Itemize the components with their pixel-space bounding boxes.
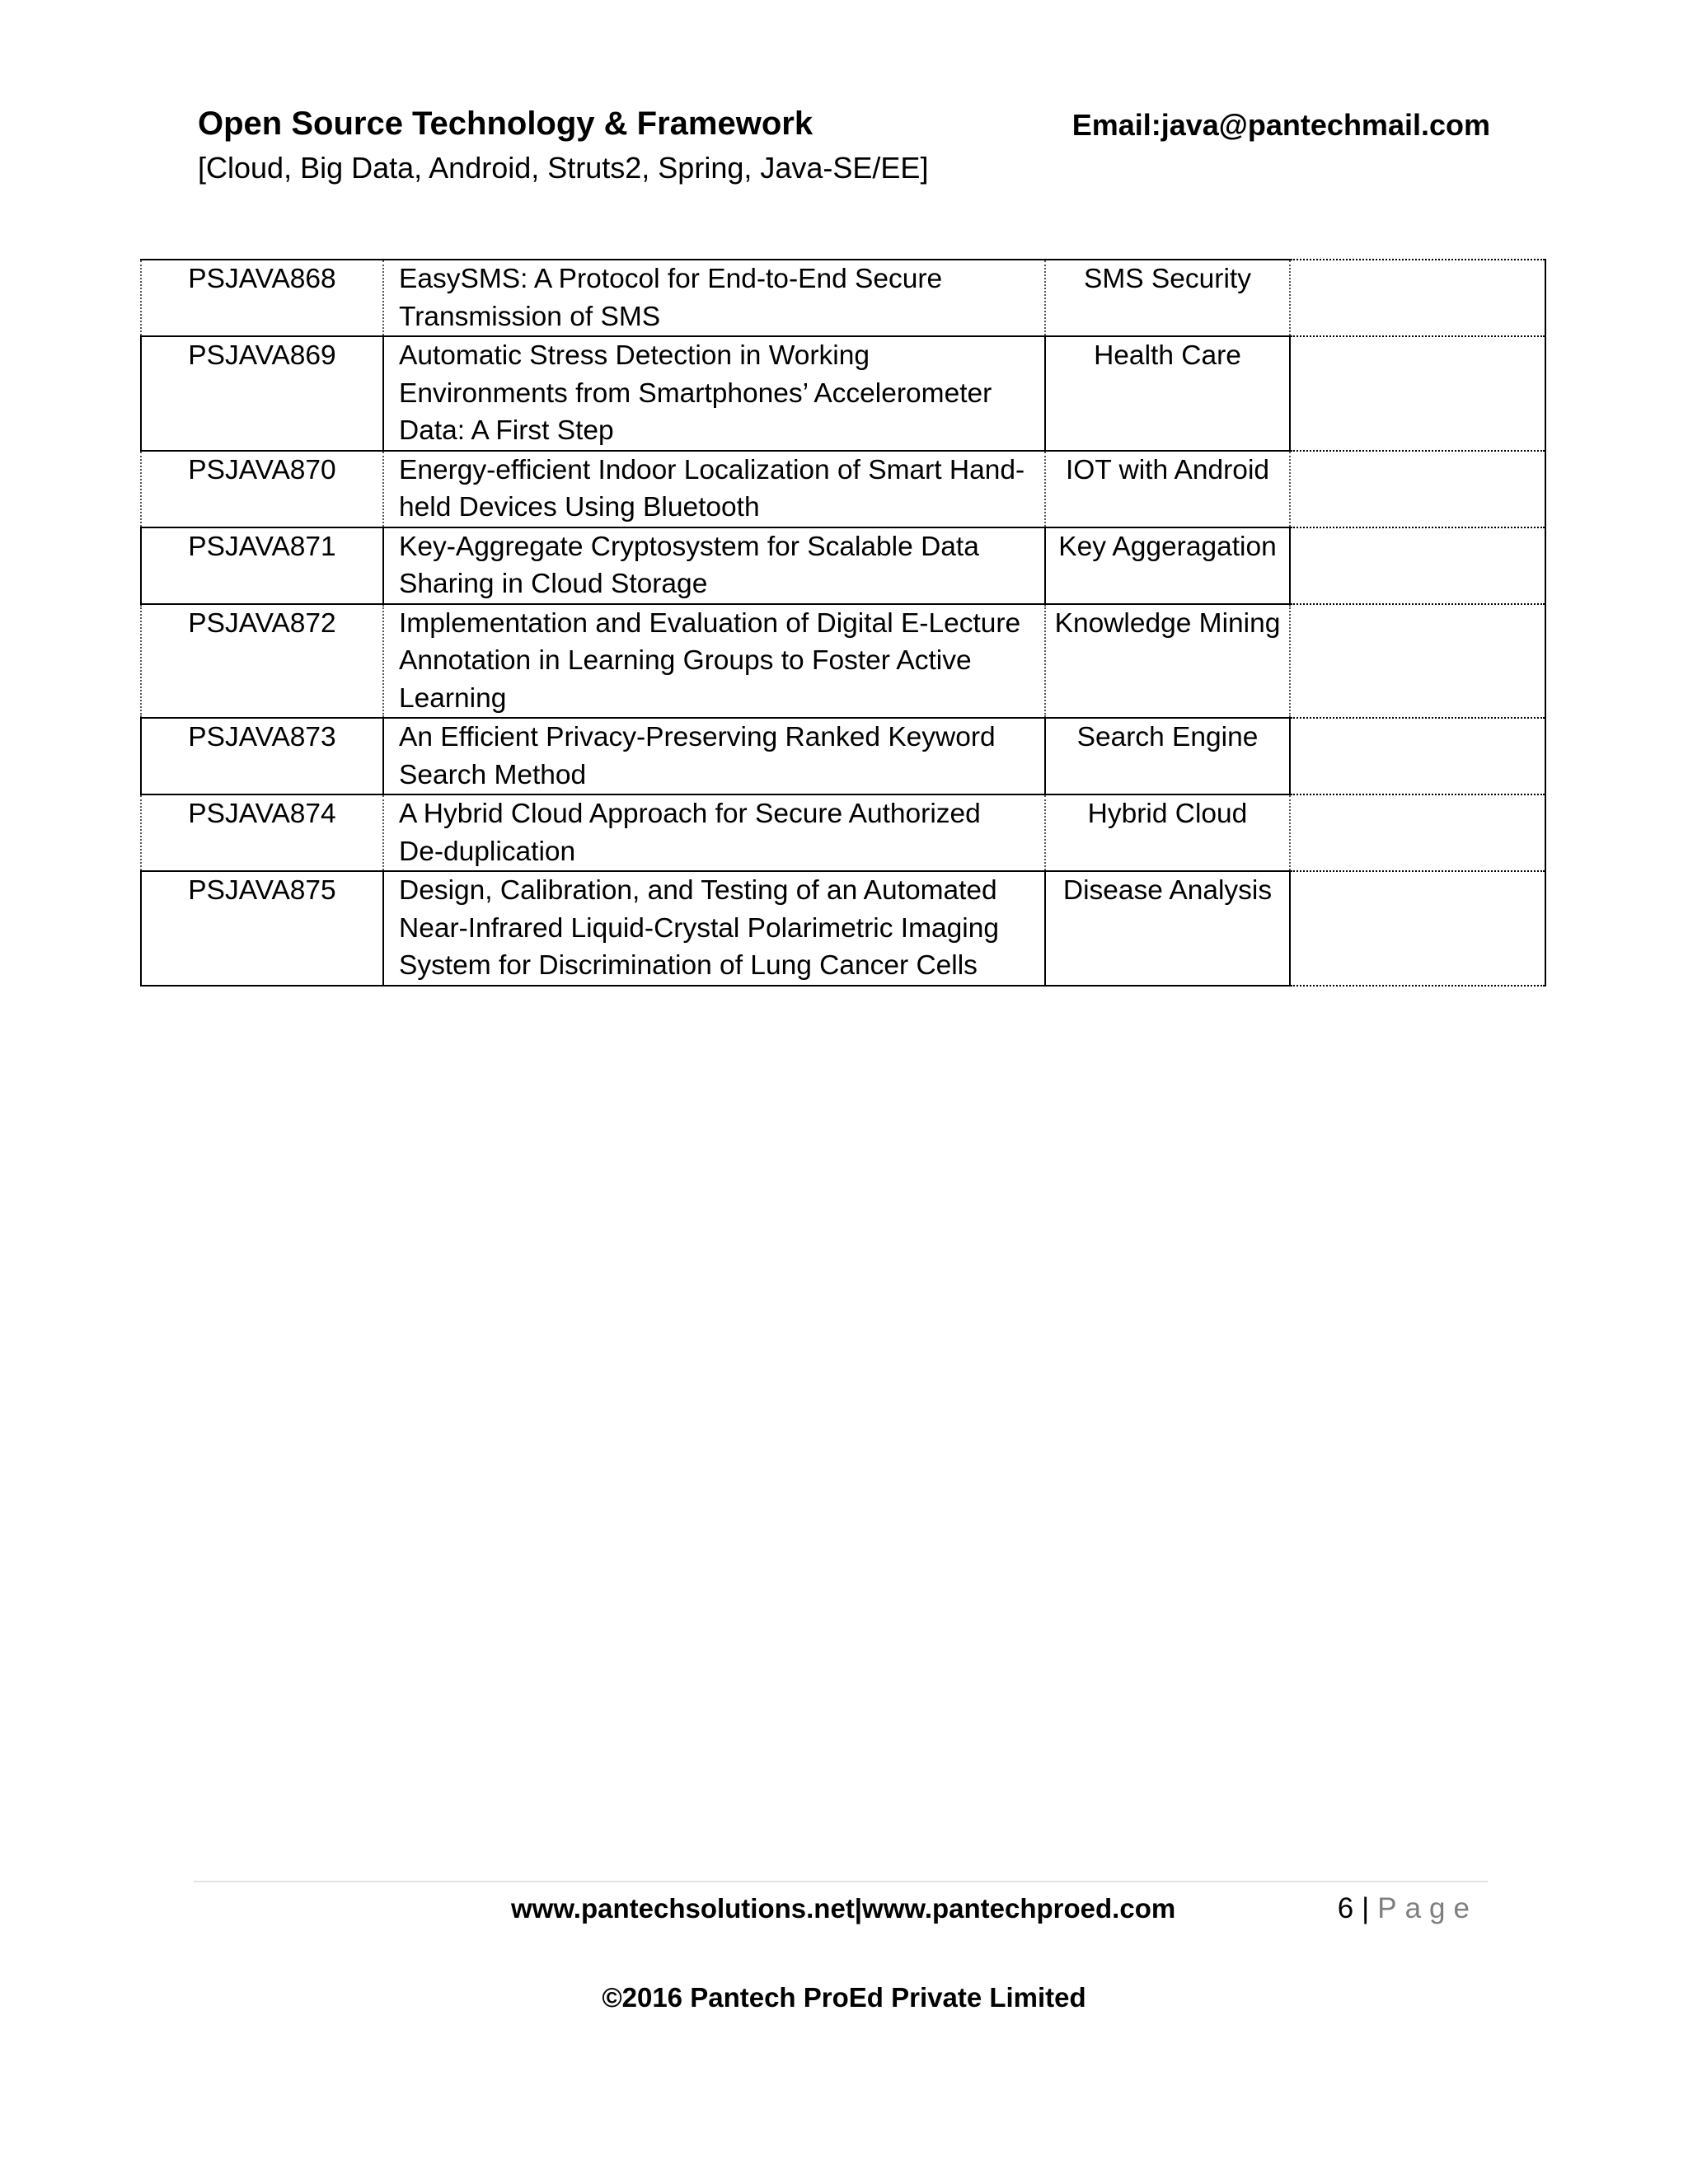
project-domain: IOT with Android (1065, 454, 1270, 485)
project-title: Energy-efficient Indoor Localization of Smart Hand-held Devices Using Bluetooth (399, 454, 1025, 523)
document-subtitle: [Cloud, Big Data, Android, Struts2, Spring, Java-SE/EE] (198, 151, 929, 185)
project-domain-cell (1045, 451, 1290, 527)
empty-cell (1290, 451, 1545, 527)
project-id: PSJAVA869 (188, 340, 336, 371)
project-domain-cell (1045, 527, 1290, 604)
empty-cell (1290, 336, 1545, 451)
empty-cell (1290, 527, 1545, 604)
table-row (141, 527, 1545, 604)
project-domain-cell (1045, 871, 1290, 986)
copyright-notice: ©2016 Pantech ProEd Private Limited (602, 1982, 1086, 2013)
contact-email: Email:java@pantechmail.com (1071, 108, 1490, 142)
project-id-cell (141, 527, 383, 604)
project-id: PSJAVA872 (188, 607, 336, 639)
project-id-cell (141, 604, 383, 719)
project-domain-cell (1045, 336, 1290, 451)
project-domain-cell (1045, 718, 1290, 794)
project-id: PSJAVA875 (188, 875, 336, 906)
table-row (141, 794, 1545, 871)
project-id: PSJAVA868 (188, 264, 336, 294)
empty-cell (1290, 604, 1545, 719)
project-domain: Hybrid Cloud (1087, 799, 1248, 829)
project-title: Design, Calibration, and Testing of an Automated Near-Infrared Liquid-Crystal Polarimetric Imaging System for Discrimination of Lung Cancer Cells (399, 875, 999, 981)
project-id: PSJAVA870 (188, 454, 336, 485)
project-domain: Search Engine (1076, 722, 1259, 752)
table-row (141, 451, 1545, 527)
project-title-cell (383, 718, 1045, 794)
table-row (141, 718, 1545, 794)
page-label: Page (1377, 1892, 1478, 1924)
project-title: Implementation and Evaluation of Digital E-Lecture Annotation in Learning Groups to Foster Active Learning (399, 607, 1021, 714)
document-title: Open Source Technology & Framework (198, 105, 814, 142)
project-table (140, 259, 1546, 987)
project-id-cell (141, 871, 383, 986)
project-domain: SMS Security (1084, 264, 1251, 294)
empty-cell (1290, 794, 1545, 871)
project-id-cell (141, 718, 383, 794)
project-domain-cell (1045, 604, 1290, 719)
project-id-cell (141, 451, 383, 527)
project-domain-cell (1045, 794, 1290, 871)
project-id: PSJAVA873 (188, 722, 336, 752)
footer-divider (194, 1881, 1488, 1882)
project-domain: Disease Analysis (1062, 875, 1273, 906)
project-title-cell (383, 527, 1045, 604)
project-domain: Key Aggeragation (1058, 531, 1277, 562)
table-row (141, 871, 1545, 986)
project-title: Automatic Stress Detection in Working Environments from Smartphones’ Accelerometer Data: A First Step (399, 340, 992, 446)
table-row (141, 604, 1545, 719)
footer-websites: www.pantechsolutions.net|www.pantechproed.com (511, 1893, 1176, 1924)
project-domain-cell (1045, 260, 1290, 336)
empty-cell (1290, 260, 1545, 336)
project-title-cell (383, 604, 1045, 719)
empty-cell (1290, 871, 1545, 986)
project-title-cell (383, 451, 1045, 527)
project-title: EasySMS: A Protocol for End-to-End Secure Transmission of SMS (399, 264, 943, 332)
project-id: PSJAVA874 (188, 799, 336, 829)
project-id-cell (141, 336, 383, 451)
project-title-cell (383, 336, 1045, 451)
project-title: An Efficient Privacy-Preserving Ranked Keyword Search Method (399, 722, 996, 790)
project-id: PSJAVA871 (188, 531, 336, 562)
page-number: 6 (1337, 1892, 1354, 1924)
project-title: Key-Aggregate Cryptosystem for Scalable Data Sharing in Cloud Storage (399, 531, 979, 599)
project-title-cell (383, 260, 1045, 336)
project-id-cell (141, 794, 383, 871)
project-domain: Health Care (1094, 340, 1241, 371)
project-title-cell (383, 871, 1045, 986)
page-separator: | (1362, 1892, 1370, 1924)
project-domain: Knowledge Mining (1054, 607, 1281, 639)
table-row (141, 336, 1545, 451)
project-id-cell (141, 260, 383, 336)
empty-cell (1290, 718, 1545, 794)
page-number-block (1338, 1889, 1478, 1929)
table-row (141, 260, 1545, 336)
project-title-cell (383, 794, 1045, 871)
project-title: A Hybrid Cloud Approach for Secure Authorized De-duplication (399, 799, 981, 867)
